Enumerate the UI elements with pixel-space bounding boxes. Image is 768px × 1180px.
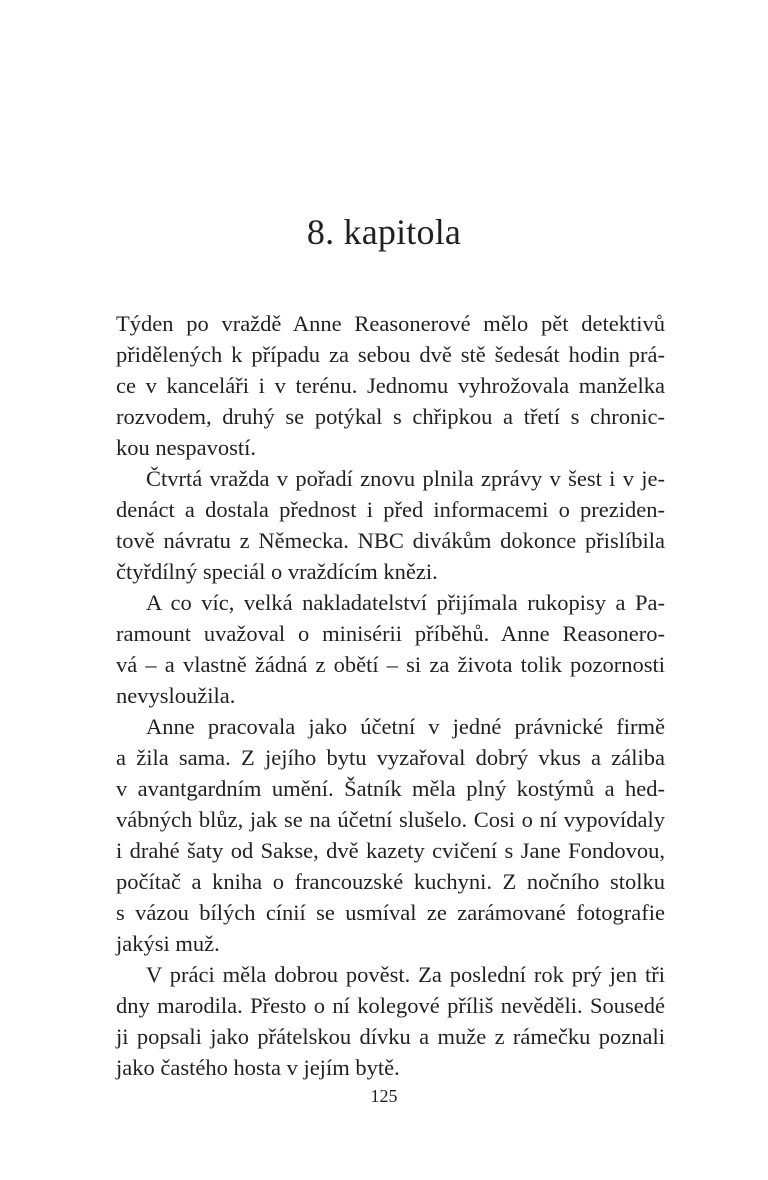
body-text [116, 308, 665, 1083]
text-line: rozvodem, druhý se potýkal s chřipkou a třetí s chronic- [116, 404, 665, 429]
text-line: tově návratu z Německa. NBC divákům dokonce přislíbila [116, 528, 665, 553]
text-line: čtyřdílný speciál o vraždícím knězi. [116, 559, 438, 584]
text-line: v avantgardním umění. Šatník měla plný kostýmů a hed- [116, 776, 665, 801]
text-line: ramount uvažoval o minisérii příběhů. Anne Reasonero- [116, 621, 665, 646]
text-line: přidělených k případu za sebou dvě stě šedesát hodin prá- [116, 342, 665, 367]
text-line: a žila sama. Z jejího bytu vyzařoval dobrý vkus a záliba [116, 745, 665, 770]
text-line: V práci měla dobrou pověst. Za poslední rok prý jen tři [146, 962, 665, 987]
chapter-title: 8. kapitola [306, 212, 462, 252]
text-line: denáct a dostala přednost i před informacemi o preziden- [116, 497, 665, 522]
text-line: jakýsi muž. [116, 931, 220, 956]
text-line: nevysloužila. [116, 683, 236, 708]
text-line: s vázou bílých cínií se usmíval ze zarámované fotografie [116, 900, 665, 925]
text-line: ce v kanceláři i v terénu. Jednomu vyhrožovala manželka [116, 373, 665, 398]
text-line: vábných blůz, jak se na účetní slušelo. Cosi o ní vypovídaly [116, 807, 665, 832]
page-number: 125 [370, 1086, 398, 1106]
text-line: dny marodila. Přesto o ní kolegové příliš nevěděli. Sousedé [116, 993, 665, 1018]
text-line: vá – a vlastně žádná z obětí – si za života tolik pozornosti [116, 652, 665, 677]
text-line: počítač a kniha o francouzské kuchyni. Z nočního stolku [116, 869, 665, 894]
text-line: Anne pracovala jako účetní v jedné právnické firmě [146, 714, 665, 739]
text-line: i drahé šaty od Sakse, dvě kazety cvičení s Jane Fondovou, [116, 838, 665, 863]
text-line: Čtvrtá vražda v pořadí znovu plnila zprávy v šest i v je- [146, 466, 665, 491]
text-line: A co víc, velká nakladatelství přijímala rukopisy a Pa- [146, 590, 665, 615]
text-line: kou nespavostí. [116, 435, 256, 460]
text-line: ji popsali jako přátelskou dívku a muže z rámečku poznali [116, 1024, 665, 1049]
text-line: jako častého hosta v jejím bytě. [116, 1055, 400, 1080]
text-line: Týden po vraždě Anne Reasonerové mělo pět detektivů [116, 311, 665, 336]
